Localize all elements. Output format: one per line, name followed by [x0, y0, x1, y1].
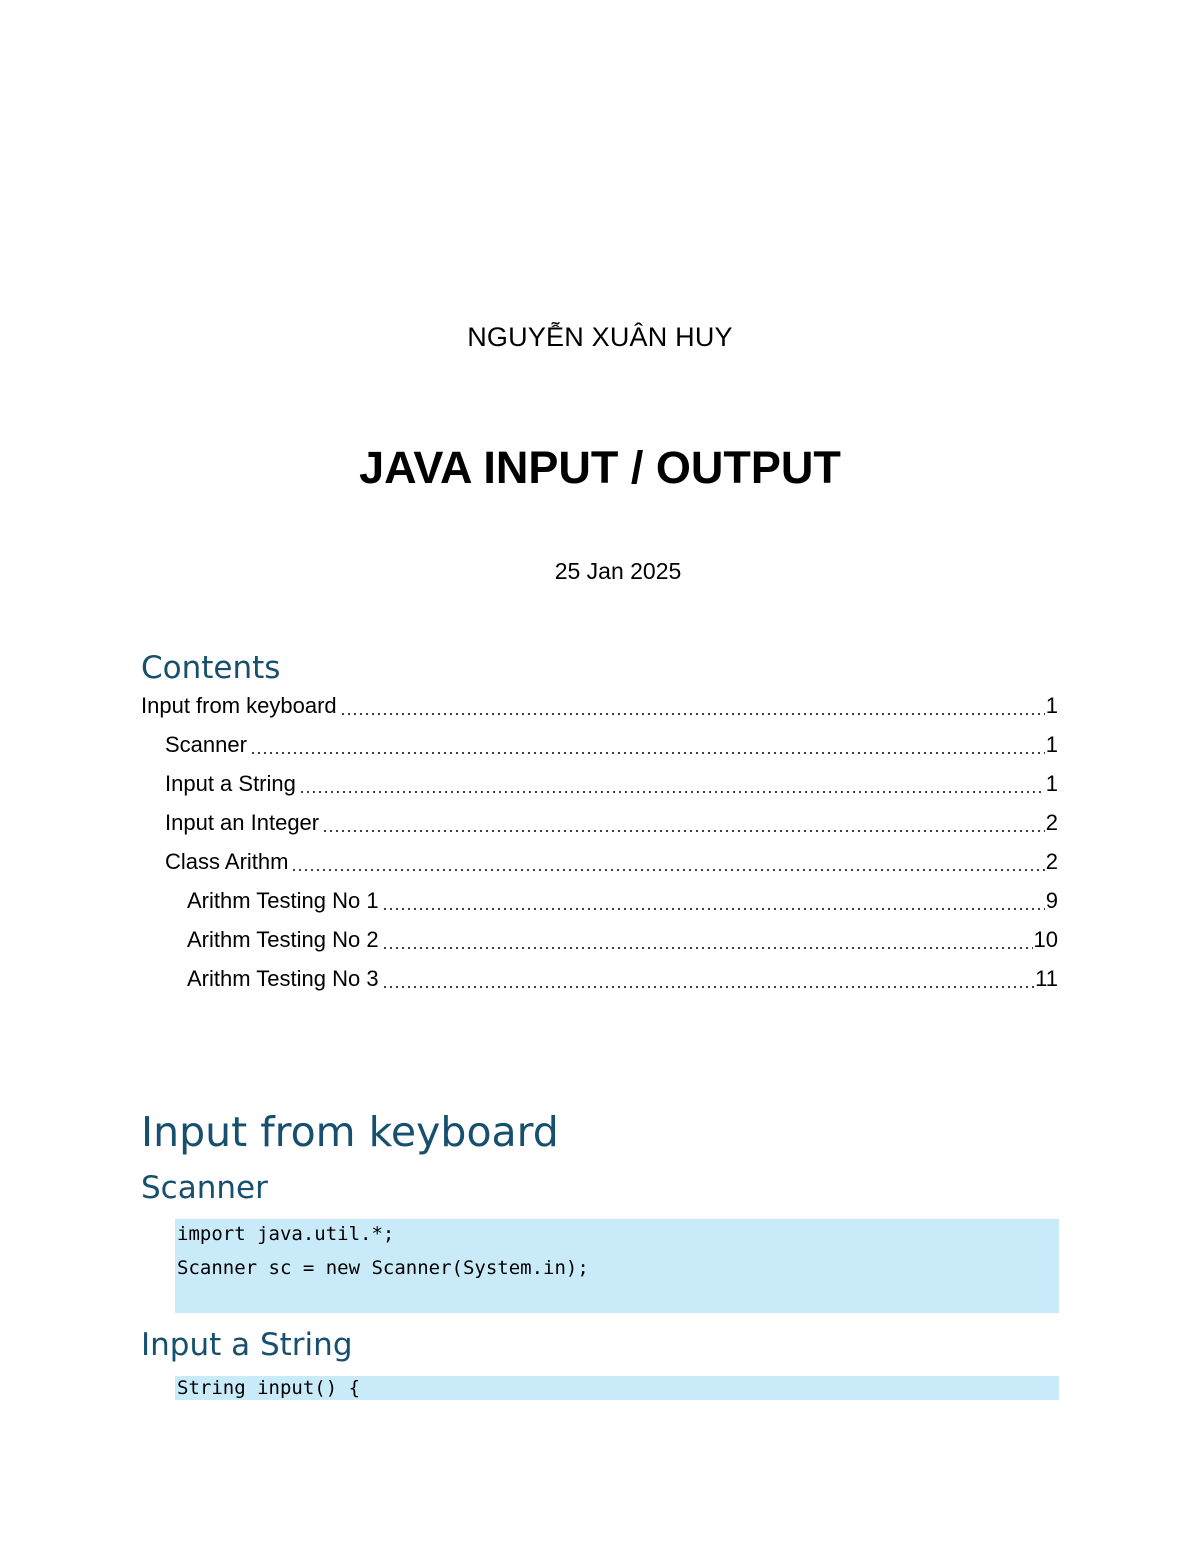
- toc-leader-dots: [382, 968, 1035, 990]
- toc-entry[interactable]: [141, 920, 1058, 959]
- toc-entry-page: 11: [1035, 965, 1058, 991]
- toc-entry-page: 10: [1033, 926, 1058, 952]
- toc-leader-dots: [340, 695, 1045, 717]
- section-heading-input-from-keyboard: Input from keyboard: [141, 1108, 559, 1156]
- toc-entry-text: Arithm Testing No 2: [187, 926, 379, 952]
- document-title: JAVA INPUT / OUTPUT: [359, 442, 841, 493]
- toc-entry[interactable]: [141, 881, 1058, 920]
- toc-entry[interactable]: [141, 959, 1058, 998]
- document-date: 25 Jan 2025: [554, 558, 682, 584]
- toc-entry-page: 9: [1045, 887, 1058, 913]
- author-name: NGUYỄN XUÂN HUY: [467, 322, 733, 352]
- subsection-heading-scanner: Scanner: [141, 1170, 268, 1206]
- toc-entry-page: 1: [1045, 770, 1058, 796]
- toc-entry-text: Input a String: [165, 770, 296, 796]
- toc-leader-dots: [382, 929, 1033, 951]
- toc-entry[interactable]: [141, 686, 1058, 725]
- code-block-input-string: [175, 1376, 1059, 1400]
- toc-leader-dots: [382, 890, 1045, 912]
- toc-entry-page: 2: [1045, 848, 1058, 874]
- toc-leader-dots: [322, 812, 1045, 834]
- code-line: String input() {: [177, 1377, 361, 1399]
- toc-entry-text: Input from keyboard: [141, 692, 337, 718]
- contents-heading: Contents: [141, 650, 281, 686]
- toc-entry-page: 2: [1045, 809, 1058, 835]
- toc-entry-text: Arithm Testing No 3: [187, 965, 379, 991]
- toc-entry-page: 1: [1045, 731, 1058, 757]
- toc-entry[interactable]: [141, 842, 1058, 881]
- toc-entry[interactable]: [141, 725, 1058, 764]
- toc-entry-text: Input an Integer: [165, 809, 320, 835]
- toc-leader-dots: [291, 851, 1044, 873]
- toc-entry-text: Arithm Testing No 1: [187, 887, 379, 913]
- toc-leader-dots: [299, 773, 1045, 795]
- code-line: import java.util.*;: [177, 1223, 395, 1245]
- subsection-heading-input-a-string: Input a String: [141, 1327, 353, 1363]
- toc-entry[interactable]: [141, 764, 1058, 803]
- toc-entry-page: 1: [1045, 692, 1058, 718]
- code-line: Scanner sc = new Scanner(System.in);: [177, 1257, 589, 1279]
- toc-entry[interactable]: [141, 803, 1058, 842]
- toc-entry-text: Scanner: [165, 731, 247, 757]
- toc-leader-dots: [250, 734, 1045, 756]
- table-of-contents: [141, 686, 1058, 998]
- code-block-scanner: [175, 1219, 1059, 1313]
- toc-entry-text: Class Arithm: [165, 848, 289, 874]
